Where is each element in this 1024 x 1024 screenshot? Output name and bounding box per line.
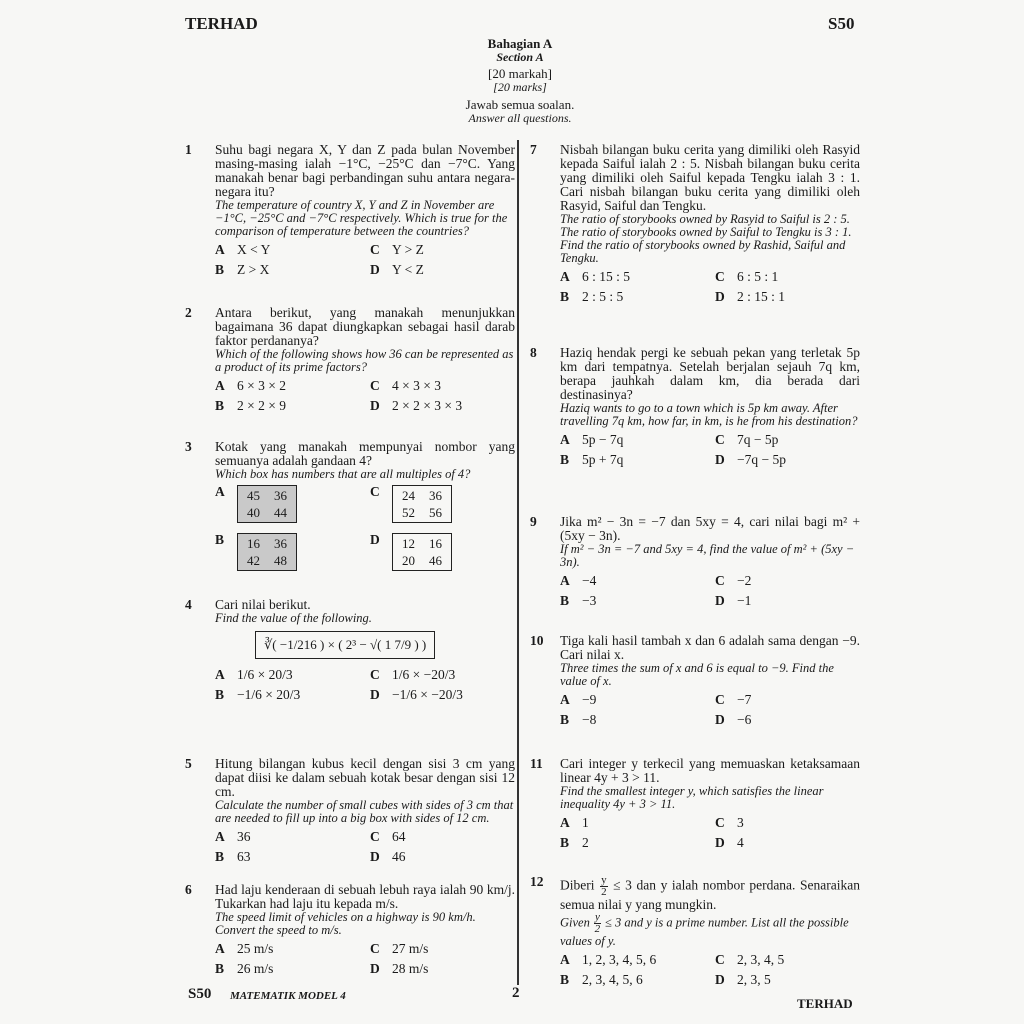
marks-en: [20 marks]: [493, 80, 547, 94]
option-label: C: [370, 484, 380, 499]
page-number: 2: [512, 985, 520, 1001]
question-text-ms: Tiga kali hasil tambah x dan 6 adalah sama dengan −9. Cari nilai x.: [560, 633, 860, 662]
option-text: 46: [392, 849, 406, 864]
option-label: B: [215, 532, 225, 547]
box-number: 16: [429, 536, 442, 551]
option-text: −1/6 × −20/3: [392, 687, 463, 702]
question-body: [215, 306, 515, 413]
paper-code: S50: [828, 14, 855, 33]
box-number: 36: [274, 488, 287, 503]
option-text: 36: [237, 829, 251, 844]
answer-options: [560, 953, 860, 987]
option-d[interactable]: [370, 399, 525, 413]
question-body: [560, 346, 860, 467]
question-body: [560, 875, 860, 987]
option-text: 4: [737, 835, 744, 850]
question-number: 11: [530, 756, 543, 771]
box-number: 16: [247, 536, 260, 551]
option-b[interactable]: [215, 850, 370, 864]
classification-label: TERHAD: [185, 14, 258, 33]
option-label: C: [715, 573, 725, 588]
option-label: A: [560, 432, 570, 447]
option-text: −6: [737, 712, 752, 727]
option-a[interactable]: [560, 693, 715, 707]
option-text: Y < Z: [392, 262, 424, 277]
box-number: 36: [274, 536, 287, 551]
question-body: [560, 143, 860, 304]
question-12: [530, 875, 860, 987]
question-body: [560, 515, 860, 608]
question-text-ms: Nisbah bilangan buku cerita yang dimiliki oleh Rasyid kepada Saiful ialah 2 : 5. Nisbah bilangan buku cerita yang dimiliki oleh Saiful kepada Tengku ialah 3 : 1. Cari nisbah bilangan buku cerita yang dimiliki oleh Rasyid, Saiful dan Tengku.: [560, 142, 860, 213]
option-text: 26 m/s: [237, 961, 274, 976]
option-label: D: [715, 712, 725, 727]
option-c[interactable]: [370, 942, 525, 956]
question-number: 10: [530, 633, 544, 648]
question-body: [215, 757, 515, 864]
option-d[interactable]: [715, 453, 870, 467]
option-b[interactable]: [215, 399, 370, 413]
option-a[interactable]: [560, 816, 715, 830]
option-a[interactable]: [215, 830, 370, 844]
option-text: 1/6 × 20/3: [237, 667, 293, 682]
option-label: C: [715, 692, 725, 707]
option-label: A: [215, 484, 225, 499]
question-body: [215, 598, 515, 702]
option-text: 63: [237, 849, 251, 864]
option-text: 2, 3, 4, 5: [737, 952, 785, 967]
option-label: D: [370, 961, 380, 976]
option-text: −2: [737, 573, 752, 588]
option-c[interactable]: [715, 816, 870, 830]
option-c[interactable]: [370, 485, 525, 523]
option-text: 2: [582, 835, 589, 850]
option-b[interactable]: [215, 962, 370, 976]
question-number: 5: [185, 756, 192, 771]
option-label: B: [215, 849, 225, 864]
option-b[interactable]: [215, 263, 370, 277]
option-d[interactable]: [370, 850, 525, 864]
question-text-en: Find the value of the following.: [215, 611, 372, 625]
option-label: A: [215, 941, 225, 956]
question-3: [185, 440, 515, 571]
option-a[interactable]: [215, 668, 370, 682]
option-label: C: [370, 378, 380, 393]
option-b[interactable]: [215, 533, 370, 571]
box-number: 40: [247, 505, 260, 520]
option-label: A: [560, 573, 570, 588]
option-b[interactable]: [560, 594, 715, 608]
option-b[interactable]: [560, 973, 715, 987]
option-d[interactable]: [370, 962, 525, 976]
question-number: 12: [530, 874, 544, 889]
answer-options: [215, 243, 515, 277]
box-number: 36: [429, 488, 442, 503]
box-number: 46: [429, 553, 442, 568]
option-b[interactable]: [215, 688, 370, 702]
option-text: 28 m/s: [392, 961, 429, 976]
option-text: 27 m/s: [392, 941, 429, 956]
option-c[interactable]: [715, 433, 870, 447]
option-label: C: [370, 242, 380, 257]
option-label: A: [215, 242, 225, 257]
option-d[interactable]: [370, 263, 525, 277]
fraction: $\frac{y}{2}$: [601, 874, 607, 898]
question-text-ms: Kotak yang manakah mempunyai nombor yang semuanya adalah gandaan 4?: [215, 439, 515, 468]
option-text: −1: [737, 593, 752, 608]
option-text: 4 × 3 × 3: [392, 378, 441, 393]
option-label: D: [370, 849, 380, 864]
option-text: −7: [737, 692, 752, 707]
option-text: 5p − 7q: [582, 432, 624, 447]
option-label: A: [560, 952, 570, 967]
option-c[interactable]: [715, 953, 870, 967]
option-label: B: [560, 593, 570, 608]
question-number: 4: [185, 597, 192, 612]
option-text: 2 × 2 × 3 × 3: [392, 398, 463, 413]
option-text: 2, 3, 5: [737, 972, 771, 987]
question-10: [530, 634, 860, 727]
question-9: [530, 515, 860, 608]
question-text-en: Which of the following shows how 36 can be represented as a product of its prime factors?: [215, 347, 514, 374]
option-text: −8: [582, 712, 597, 727]
question-body: [560, 634, 860, 727]
question-text-ms: Haziq hendak pergi ke sebuah pekan yang terletak 5p km dari tempatnya. Setelah berjalan sejauh 7q km, berapa jauhkah dalam km, dia berada dari destinasinya?: [560, 345, 860, 402]
option-c[interactable]: [715, 574, 870, 588]
option-text: Z > X: [237, 262, 270, 277]
option-label: C: [715, 952, 725, 967]
question-text-en: Calculate the number of small cubes with sides of 3 cm that are needed to fill up into a big box with sides of 12 cm.: [215, 798, 514, 825]
option-d[interactable]: [370, 533, 525, 571]
option-text: −4: [582, 573, 597, 588]
box-number: 42: [247, 553, 260, 568]
footer-book: MATEMATIK MODEL 4: [230, 990, 346, 1002]
option-label: B: [560, 712, 570, 727]
option-label: D: [370, 532, 380, 547]
option-c[interactable]: [370, 243, 525, 257]
answer-options: [560, 574, 860, 608]
question-number: 3: [185, 439, 192, 454]
question-text-ms: Antara berikut, yang manakah menunjukkan bagaimana 36 dapat diungkapkan sebagai hasil darab faktor perdananya?: [215, 305, 515, 348]
marks: [20 markah]: [488, 66, 552, 81]
number-box: [237, 533, 297, 571]
question-number: 6: [185, 882, 192, 897]
option-label: B: [215, 262, 225, 277]
option-label: C: [715, 815, 725, 830]
option-text: 1, 2, 3, 4, 5, 6: [582, 952, 657, 967]
option-label: D: [370, 398, 380, 413]
option-d[interactable]: [715, 290, 870, 304]
option-label: D: [715, 972, 725, 987]
option-text: 2 : 15 : 1: [737, 289, 786, 304]
question-body: [560, 757, 860, 850]
expression-box: ∛( −1/216 ) × ( 2³ − √( 1 7/9 ) ): [255, 631, 435, 659]
section-title: Bahagian A: [487, 36, 553, 51]
question-text-ms: Jika m² − 3n = −7 dan 5xy = 4, cari nilai bagi m² + (5xy − 3n).: [560, 514, 860, 543]
option-label: D: [370, 262, 380, 277]
question-4: [185, 598, 515, 702]
question-text-en: The ratio of storybooks owned by Rasyid to Saiful is 2 : 5. The ratio of storybooks owned by Saiful to Tengku is 3 : 1. Find the ratio of storybooks owned by Rashid, Saiful and Tengku.: [560, 212, 852, 265]
answer-options: [215, 668, 515, 702]
question-number: 1: [185, 142, 192, 157]
option-text: 64: [392, 829, 406, 844]
option-text: Y > Z: [392, 242, 424, 257]
box-number: 56: [429, 505, 442, 520]
number-box: [237, 485, 297, 523]
option-label: A: [215, 829, 225, 844]
option-c[interactable]: [715, 270, 870, 284]
instructions: Jawab semua soalan.: [465, 97, 575, 112]
option-d[interactable]: [370, 688, 525, 702]
option-a[interactable]: [215, 379, 370, 393]
option-d[interactable]: [715, 594, 870, 608]
option-label: D: [715, 835, 725, 850]
box-number: 12: [402, 536, 415, 551]
box-number: 48: [274, 553, 287, 568]
option-text: 2 : 5 : 5: [582, 289, 624, 304]
option-label: C: [370, 829, 380, 844]
option-text: 5p + 7q: [582, 452, 624, 467]
instructions-en: Answer all questions.: [468, 111, 572, 125]
option-text: 2, 3, 4, 5, 6: [582, 972, 643, 987]
box-options: [215, 485, 515, 571]
option-label: B: [215, 687, 225, 702]
expression-wrap: [215, 625, 515, 663]
option-label: B: [560, 972, 570, 987]
question-number: 7: [530, 142, 537, 157]
option-b[interactable]: [560, 836, 715, 850]
question-2: [185, 306, 515, 413]
option-label: B: [560, 289, 570, 304]
box-number: 45: [247, 488, 260, 503]
option-d[interactable]: [715, 973, 870, 987]
option-label: A: [215, 378, 225, 393]
option-a[interactable]: [560, 270, 715, 284]
answer-options: [215, 379, 515, 413]
option-a[interactable]: [215, 942, 370, 956]
question-text-ms: Suhu bagi negara X, Y dan Z pada bulan November masing-masing ialah −1°C, −25°C dan −7°C. Yang manakah benar bagi perbandingan suhu antara negara-negara itu?: [215, 142, 515, 199]
question-11: [530, 757, 860, 850]
question-number: 8: [530, 345, 537, 360]
question-number: 2: [185, 305, 192, 320]
option-text: −1/6 × 20/3: [237, 687, 301, 702]
option-label: A: [560, 692, 570, 707]
box-number: 20: [402, 553, 415, 568]
answer-options: [215, 830, 515, 864]
answer-options: [560, 693, 860, 727]
option-text: 6 : 5 : 1: [737, 269, 779, 284]
option-text: 6 × 3 × 2: [237, 378, 286, 393]
question-1: [185, 143, 515, 277]
question-body: [215, 440, 515, 571]
fraction: $\frac{y}{2}$: [594, 911, 601, 935]
question-text-ms: Hitung bilangan kubus kecil dengan sisi 3 cm yang dapat diisi ke dalam sebuah kotak besar dengan sisi 12 cm.: [215, 756, 515, 799]
footer-code: S50: [188, 986, 212, 1002]
option-text: −3: [582, 593, 597, 608]
option-b[interactable]: [560, 290, 715, 304]
option-a[interactable]: [560, 433, 715, 447]
option-label: C: [370, 667, 380, 682]
question-6: [185, 883, 515, 976]
question-7: [530, 143, 860, 304]
option-label: D: [370, 687, 380, 702]
question-text-en: Given $\frac{y}{2}$ ≤ 3 and y is a prime number. List all the possible values of y.: [560, 911, 849, 948]
option-label: A: [215, 667, 225, 682]
option-c[interactable]: [715, 693, 870, 707]
question-text-ms: Cari integer y terkecil yang memuaskan ketaksamaan linear 4y + 3 > 11.: [560, 756, 860, 785]
option-label: A: [560, 269, 570, 284]
option-label: D: [715, 593, 725, 608]
question-body: [215, 143, 515, 277]
option-text: 1/6 × −20/3: [392, 667, 456, 682]
question-5: [185, 757, 515, 864]
answer-options: [215, 942, 515, 976]
question-text-en: Haziq wants to go to a town which is 5p km away. After travelling 7q km, how far, in km, is he from his destination?: [560, 401, 858, 428]
option-c[interactable]: [370, 668, 525, 682]
question-number: 9: [530, 514, 537, 529]
option-text: 6 : 15 : 5: [582, 269, 631, 284]
question-body: [215, 883, 515, 976]
question-text-en: The temperature of country X, Y and Z in November are −1°C, −25°C and −7°C respectively. Which is true for the comparison of temperature between the countries?: [215, 198, 508, 238]
question-text-en: Three times the sum of x and 6 is equal to −9. Find the value of x.: [560, 661, 834, 688]
option-label: C: [715, 432, 725, 447]
option-b[interactable]: [560, 713, 715, 727]
box-number: 52: [402, 505, 415, 520]
option-text: X < Y: [237, 242, 271, 257]
option-text: 1: [582, 815, 589, 830]
number-box: [392, 533, 452, 571]
option-label: C: [715, 269, 725, 284]
footer-classification: TERHAD: [797, 996, 853, 1011]
question-text-en: Find the smallest integer y, which satisfies the linear inequality 4y + 3 > 11.: [560, 784, 824, 811]
option-text: −7q − 5p: [737, 452, 786, 467]
option-label: D: [715, 289, 725, 304]
option-text: 7q − 5p: [737, 432, 779, 447]
option-b[interactable]: [560, 453, 715, 467]
option-label: B: [215, 398, 225, 413]
option-a[interactable]: [560, 574, 715, 588]
option-a[interactable]: [215, 485, 370, 523]
section-title-en: Section A: [496, 50, 544, 64]
option-label: D: [715, 452, 725, 467]
option-text: −9: [582, 692, 597, 707]
option-label: B: [560, 835, 570, 850]
question-text-ms: Diberi $\frac{y}{2}$ ≤ 3 dan y ialah nombor perdana. Senaraikan semua nilai y yang mungkin.: [560, 874, 860, 912]
option-a[interactable]: [215, 243, 370, 257]
box-number: 44: [274, 505, 287, 520]
number-box: [392, 485, 452, 523]
option-label: B: [215, 961, 225, 976]
question-text-en: If m² − 3n = −7 and 5xy = 4, find the value of m² + (5xy − 3n).: [560, 542, 855, 569]
question-text-en: The speed limit of vehicles on a highway is 90 km/h. Convert the speed to m/s.: [215, 910, 476, 937]
question-8: [530, 346, 860, 467]
option-c[interactable]: [370, 830, 525, 844]
option-text: 2 × 2 × 9: [237, 398, 286, 413]
box-number: 24: [402, 488, 415, 503]
answer-options: [560, 816, 860, 850]
answer-options: [560, 270, 860, 304]
option-label: A: [560, 815, 570, 830]
option-label: B: [560, 452, 570, 467]
option-label: C: [370, 941, 380, 956]
option-c[interactable]: [370, 379, 525, 393]
question-text-ms: Had laju kenderaan di sebuah lebuh raya ialah 90 km/j. Tukarkan had laju itu kepada m/s.: [215, 882, 515, 911]
option-a[interactable]: [560, 953, 715, 967]
answer-options: [560, 433, 860, 467]
option-d[interactable]: [715, 713, 870, 727]
question-text-en: Which box has numbers that are all multiples of 4?: [215, 467, 471, 481]
option-text: 3: [737, 815, 744, 830]
option-d[interactable]: [715, 836, 870, 850]
option-text: 25 m/s: [237, 941, 274, 956]
question-text-ms: Cari nilai berikut.: [215, 597, 311, 612]
